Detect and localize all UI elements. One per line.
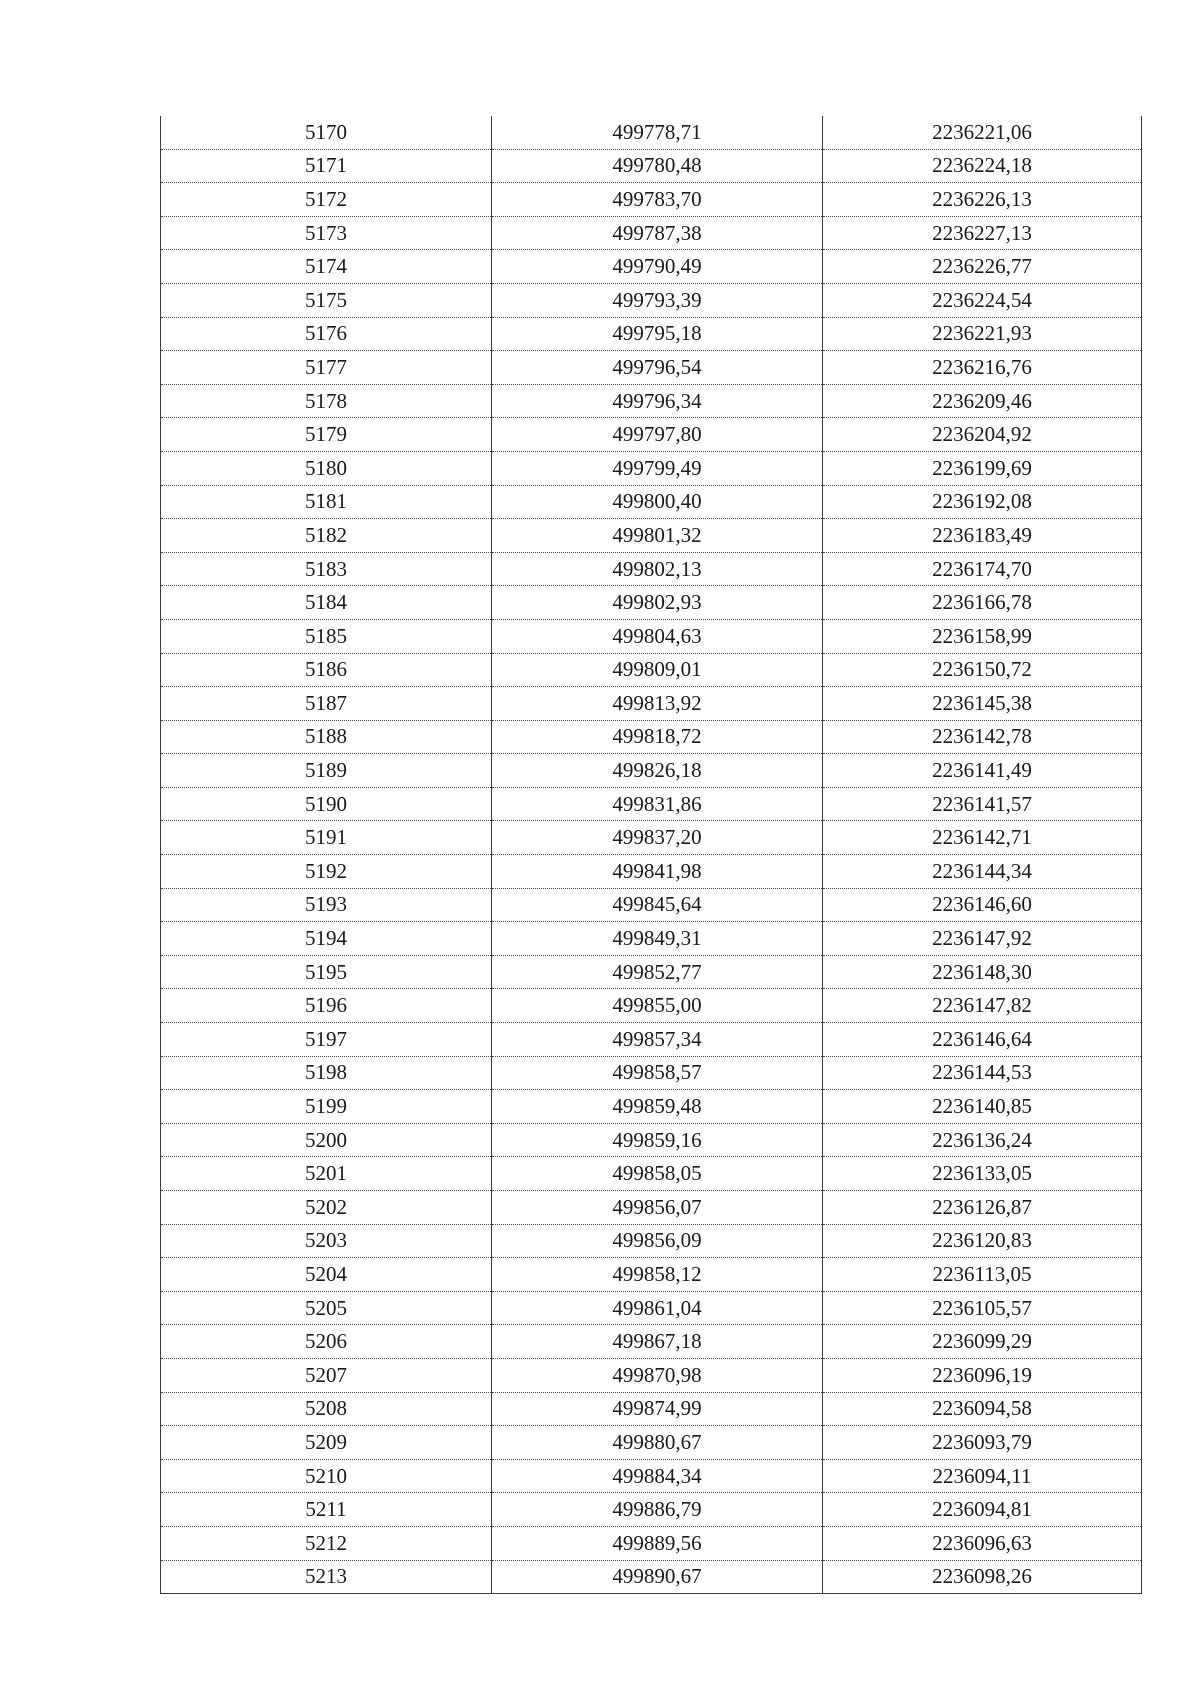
- y-coordinate-cell: 2236136,24: [823, 1123, 1142, 1157]
- point-number-cell: 5178: [161, 384, 492, 418]
- table-row: [161, 1426, 1142, 1460]
- x-coordinate-cell: 499778,71: [492, 116, 823, 149]
- y-coordinate-cell: 2236199,69: [823, 451, 1142, 485]
- point-number-cell: 5179: [161, 418, 492, 452]
- point-number-cell: 5213: [161, 1560, 492, 1594]
- coordinates-table-body: [161, 116, 1142, 1594]
- y-coordinate-cell: 2236221,06: [823, 116, 1142, 149]
- y-coordinate-cell: 2236094,81: [823, 1493, 1142, 1527]
- table-row: [161, 1090, 1142, 1124]
- point-number-cell: 5201: [161, 1157, 492, 1191]
- point-number-cell: 5182: [161, 519, 492, 553]
- point-number-cell: 5209: [161, 1426, 492, 1460]
- y-coordinate-cell: 2236147,92: [823, 922, 1142, 956]
- point-number-cell: 5189: [161, 754, 492, 788]
- table-row: [161, 418, 1142, 452]
- point-number-cell: 5211: [161, 1493, 492, 1527]
- table-row: [161, 283, 1142, 317]
- point-number-cell: 5193: [161, 888, 492, 922]
- x-coordinate-cell: 499852,77: [492, 955, 823, 989]
- table-row: [161, 1056, 1142, 1090]
- table-row: [161, 922, 1142, 956]
- table-row: [161, 888, 1142, 922]
- table-row: [161, 653, 1142, 687]
- table-row: [161, 1123, 1142, 1157]
- point-number-cell: 5196: [161, 989, 492, 1023]
- point-number-cell: 5207: [161, 1358, 492, 1392]
- point-number-cell: 5195: [161, 955, 492, 989]
- y-coordinate-cell: 2236141,49: [823, 754, 1142, 788]
- y-coordinate-cell: 2236099,29: [823, 1325, 1142, 1359]
- x-coordinate-cell: 499858,05: [492, 1157, 823, 1191]
- point-number-cell: 5202: [161, 1191, 492, 1225]
- table-row: [161, 552, 1142, 586]
- y-coordinate-cell: 2236147,82: [823, 989, 1142, 1023]
- x-coordinate-cell: 499858,57: [492, 1056, 823, 1090]
- y-coordinate-cell: 2236226,77: [823, 250, 1142, 284]
- point-number-cell: 5190: [161, 787, 492, 821]
- point-number-cell: 5206: [161, 1325, 492, 1359]
- y-coordinate-cell: 2236144,53: [823, 1056, 1142, 1090]
- point-number-cell: 5171: [161, 149, 492, 183]
- point-number-cell: 5186: [161, 653, 492, 687]
- y-coordinate-cell: 2236133,05: [823, 1157, 1142, 1191]
- point-number-cell: 5203: [161, 1224, 492, 1258]
- table-row: [161, 351, 1142, 385]
- x-coordinate-cell: 499793,39: [492, 283, 823, 317]
- x-coordinate-cell: 499859,16: [492, 1123, 823, 1157]
- point-number-cell: 5184: [161, 586, 492, 620]
- y-coordinate-cell: 2236126,87: [823, 1191, 1142, 1225]
- x-coordinate-cell: 499831,86: [492, 787, 823, 821]
- x-coordinate-cell: 499796,34: [492, 384, 823, 418]
- table-row: [161, 687, 1142, 721]
- table-row: [161, 586, 1142, 620]
- table-row: [161, 1526, 1142, 1560]
- point-number-cell: 5180: [161, 451, 492, 485]
- y-coordinate-cell: 2236094,11: [823, 1459, 1142, 1493]
- point-number-cell: 5197: [161, 1023, 492, 1057]
- y-coordinate-cell: 2236227,13: [823, 216, 1142, 250]
- y-coordinate-cell: 2236174,70: [823, 552, 1142, 586]
- y-coordinate-cell: 2236098,26: [823, 1560, 1142, 1594]
- table-row: [161, 250, 1142, 284]
- table-row: [161, 1023, 1142, 1057]
- x-coordinate-cell: 499889,56: [492, 1526, 823, 1560]
- point-number-cell: 5183: [161, 552, 492, 586]
- table-row: [161, 183, 1142, 217]
- x-coordinate-cell: 499841,98: [492, 855, 823, 889]
- y-coordinate-cell: 2236226,13: [823, 183, 1142, 217]
- x-coordinate-cell: 499884,34: [492, 1459, 823, 1493]
- point-number-cell: 5208: [161, 1392, 492, 1426]
- x-coordinate-cell: 499856,07: [492, 1191, 823, 1225]
- x-coordinate-cell: 499800,40: [492, 485, 823, 519]
- y-coordinate-cell: 2236224,18: [823, 149, 1142, 183]
- y-coordinate-cell: 2236140,85: [823, 1090, 1142, 1124]
- x-coordinate-cell: 499861,04: [492, 1291, 823, 1325]
- x-coordinate-cell: 499813,92: [492, 687, 823, 721]
- point-number-cell: 5205: [161, 1291, 492, 1325]
- x-coordinate-cell: 499796,54: [492, 351, 823, 385]
- y-coordinate-cell: 2236216,76: [823, 351, 1142, 385]
- table-row: [161, 485, 1142, 519]
- table-row: [161, 1325, 1142, 1359]
- x-coordinate-cell: 499826,18: [492, 754, 823, 788]
- table-row: [161, 1493, 1142, 1527]
- table-row: [161, 821, 1142, 855]
- point-number-cell: 5173: [161, 216, 492, 250]
- table-row: [161, 451, 1142, 485]
- point-number-cell: 5194: [161, 922, 492, 956]
- y-coordinate-cell: 2236142,71: [823, 821, 1142, 855]
- x-coordinate-cell: 499845,64: [492, 888, 823, 922]
- table-row: [161, 1459, 1142, 1493]
- y-coordinate-cell: 2236093,79: [823, 1426, 1142, 1460]
- x-coordinate-cell: 499801,32: [492, 519, 823, 553]
- x-coordinate-cell: 499797,80: [492, 418, 823, 452]
- x-coordinate-cell: 499809,01: [492, 653, 823, 687]
- y-coordinate-cell: 2236113,05: [823, 1258, 1142, 1292]
- x-coordinate-cell: 499859,48: [492, 1090, 823, 1124]
- point-number-cell: 5199: [161, 1090, 492, 1124]
- point-number-cell: 5204: [161, 1258, 492, 1292]
- x-coordinate-cell: 499870,98: [492, 1358, 823, 1392]
- y-coordinate-cell: 2236192,08: [823, 485, 1142, 519]
- y-coordinate-cell: 2236148,30: [823, 955, 1142, 989]
- table-row: [161, 1191, 1142, 1225]
- x-coordinate-cell: 499799,49: [492, 451, 823, 485]
- x-coordinate-cell: 499858,12: [492, 1258, 823, 1292]
- table-row: [161, 1291, 1142, 1325]
- table-row: [161, 1224, 1142, 1258]
- y-coordinate-cell: 2236224,54: [823, 283, 1142, 317]
- table-row: [161, 1560, 1142, 1594]
- y-coordinate-cell: 2236209,46: [823, 384, 1142, 418]
- y-coordinate-cell: 2236096,63: [823, 1526, 1142, 1560]
- y-coordinate-cell: 2236204,92: [823, 418, 1142, 452]
- x-coordinate-cell: 499780,48: [492, 149, 823, 183]
- point-number-cell: 5188: [161, 720, 492, 754]
- table-row: [161, 754, 1142, 788]
- table-row: [161, 317, 1142, 351]
- x-coordinate-cell: 499783,70: [492, 183, 823, 217]
- x-coordinate-cell: 499856,09: [492, 1224, 823, 1258]
- y-coordinate-cell: 2236146,64: [823, 1023, 1142, 1057]
- x-coordinate-cell: 499849,31: [492, 922, 823, 956]
- x-coordinate-cell: 499874,99: [492, 1392, 823, 1426]
- y-coordinate-cell: 2236096,19: [823, 1358, 1142, 1392]
- table-row: [161, 149, 1142, 183]
- y-coordinate-cell: 2236146,60: [823, 888, 1142, 922]
- point-number-cell: 5192: [161, 855, 492, 889]
- point-number-cell: 5185: [161, 619, 492, 653]
- x-coordinate-cell: 499787,38: [492, 216, 823, 250]
- point-number-cell: 5198: [161, 1056, 492, 1090]
- point-number-cell: 5212: [161, 1526, 492, 1560]
- y-coordinate-cell: 2236166,78: [823, 586, 1142, 620]
- table-row: [161, 1392, 1142, 1426]
- table-row: [161, 787, 1142, 821]
- table-row: [161, 519, 1142, 553]
- x-coordinate-cell: 499804,63: [492, 619, 823, 653]
- x-coordinate-cell: 499802,13: [492, 552, 823, 586]
- table-row: [161, 1258, 1142, 1292]
- point-number-cell: 5200: [161, 1123, 492, 1157]
- x-coordinate-cell: 499890,67: [492, 1560, 823, 1594]
- x-coordinate-cell: 499880,67: [492, 1426, 823, 1460]
- y-coordinate-cell: 2236144,34: [823, 855, 1142, 889]
- point-number-cell: 5181: [161, 485, 492, 519]
- y-coordinate-cell: 2236142,78: [823, 720, 1142, 754]
- table-row: [161, 1157, 1142, 1191]
- y-coordinate-cell: 2236105,57: [823, 1291, 1142, 1325]
- point-number-cell: 5210: [161, 1459, 492, 1493]
- table-row: [161, 955, 1142, 989]
- y-coordinate-cell: 2236145,38: [823, 687, 1142, 721]
- y-coordinate-cell: 2236141,57: [823, 787, 1142, 821]
- table-row: [161, 989, 1142, 1023]
- point-number-cell: 5177: [161, 351, 492, 385]
- table-row: [161, 720, 1142, 754]
- x-coordinate-cell: 499837,20: [492, 821, 823, 855]
- x-coordinate-cell: 499790,49: [492, 250, 823, 284]
- table-row: [161, 855, 1142, 889]
- y-coordinate-cell: 2236094,58: [823, 1392, 1142, 1426]
- table-row: [161, 116, 1142, 149]
- table-row: [161, 1358, 1142, 1392]
- point-number-cell: 5170: [161, 116, 492, 149]
- point-number-cell: 5191: [161, 821, 492, 855]
- x-coordinate-cell: 499802,93: [492, 586, 823, 620]
- x-coordinate-cell: 499855,00: [492, 989, 823, 1023]
- x-coordinate-cell: 499795,18: [492, 317, 823, 351]
- x-coordinate-cell: 499886,79: [492, 1493, 823, 1527]
- table-row: [161, 216, 1142, 250]
- x-coordinate-cell: 499818,72: [492, 720, 823, 754]
- table-row: [161, 384, 1142, 418]
- point-number-cell: 5172: [161, 183, 492, 217]
- x-coordinate-cell: 499857,34: [492, 1023, 823, 1057]
- coordinates-table: [160, 116, 1142, 1594]
- point-number-cell: 5175: [161, 283, 492, 317]
- point-number-cell: 5176: [161, 317, 492, 351]
- x-coordinate-cell: 499867,18: [492, 1325, 823, 1359]
- y-coordinate-cell: 2236221,93: [823, 317, 1142, 351]
- y-coordinate-cell: 2236120,83: [823, 1224, 1142, 1258]
- y-coordinate-cell: 2236183,49: [823, 519, 1142, 553]
- point-number-cell: 5174: [161, 250, 492, 284]
- point-number-cell: 5187: [161, 687, 492, 721]
- y-coordinate-cell: 2236150,72: [823, 653, 1142, 687]
- y-coordinate-cell: 2236158,99: [823, 619, 1142, 653]
- table-row: [161, 619, 1142, 653]
